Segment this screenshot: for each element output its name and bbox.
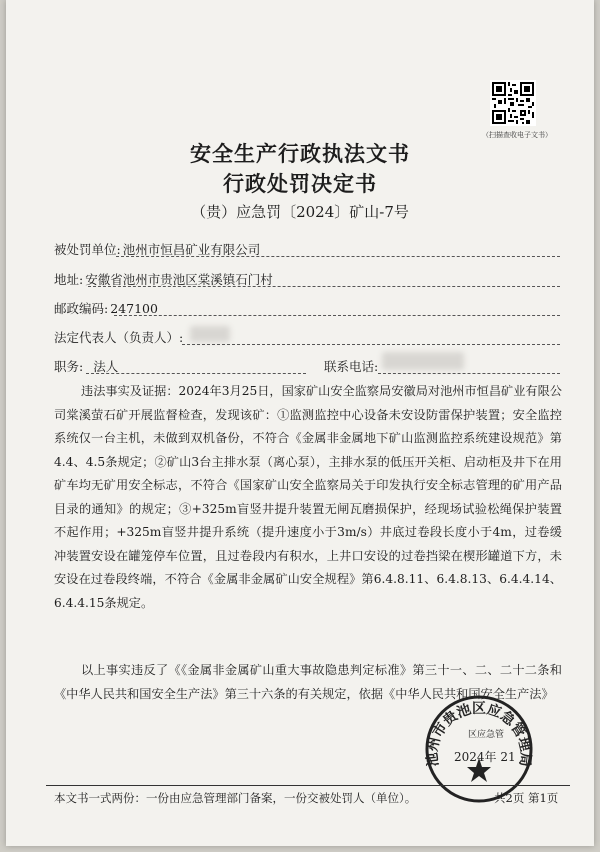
- phone-underline: [378, 373, 560, 374]
- document-number: （贵）应急罚〔2024〕矿山-7号: [191, 203, 409, 221]
- footer-divider: [46, 785, 570, 786]
- postcode-value: 247100: [110, 301, 158, 316]
- postcode-label: 邮政编码:: [54, 301, 109, 316]
- legal-rep-underline: [182, 344, 560, 345]
- footer-note: 本文书一式两份：一份由应急管理部门备案，一份交被处罚人（单位）。: [54, 791, 417, 805]
- seal-ring-text: 池州市贵池区应急管理局: [424, 700, 534, 768]
- party-value: 池州市恒昌矿业有限公司: [122, 242, 261, 257]
- qr-caption: （扫描查收电子文书）: [482, 131, 552, 139]
- redacted-legal-rep: [190, 326, 230, 342]
- position-underline: [86, 373, 306, 374]
- legal-basis-paragraph: 以上事实违反了《《金属非金属矿山重大事故隐患判定标准》第三十一、二、二十二条和《中华人民共和国安全生产法》第三十六条的有关规定，依据《中华人民共和国安全生产法》: [54, 663, 562, 701]
- qr-code-icon: [490, 80, 536, 126]
- document-title: 行政处罚决定书: [223, 171, 377, 196]
- postcode-underline: [114, 315, 560, 316]
- position-label: 职务:: [54, 359, 84, 374]
- document-category-title: 安全生产行政执法文书: [190, 141, 410, 166]
- party-label: 被处罚单位:: [54, 242, 121, 257]
- party-underline: [116, 256, 560, 257]
- phone-field: [324, 357, 378, 375]
- address-underline: [88, 286, 560, 287]
- legal-rep-field: [54, 328, 183, 346]
- violation-facts-paragraph: 违法事实及证据：2024年3月25日，国家矿山安全监察局安徽局对池州市恒昌矿业有限公司棠溪萤石矿开展监督检查，发现该矿：①监测监控中心设备未安设防雷保护装置；安全监控系统仅一台主机，未做到双机备份，不符合《金属非金属地下矿山监测监控系统建设规范》第4.4、4.5条规定；②矿山3台主排水泵（离心泵），主排水泵的低压开关柜、启动柜及井下在用矿车均无矿用安全标志，不符合《国家矿山安全监察局关于印发执行安全标志管理的矿用产品目录的通知》的规定；③+325m盲竖井提升装置无闸瓦磨损保护，经现场试验松绳保护装置不起作用；+325m盲竖井提升系统（提升速度小于3m/s）井底过卷段长度小于4m，过卷缓冲装置安设在罐笼停车位置，且过卷段内有积水，上井口安设的过卷挡梁在楔形罐道下方，未安设在过卷段终端，不符合《金属非金属矿山安全规程》第6.4.8.11、6.4.8.13、6.4.4.14、6.4.4.15条规定。: [54, 384, 562, 610]
- seal-org-text: 区应急管: [468, 730, 505, 740]
- address-label: 地址:: [54, 272, 84, 287]
- redacted-phone: [382, 352, 464, 370]
- position-value: 法人: [93, 359, 119, 374]
- document-page: [6, 0, 594, 846]
- seal-date-text: 2024年 21: [454, 750, 516, 764]
- address-value: 安徽省池州市贵池区棠溪镇石门村: [85, 272, 273, 287]
- page-indicator: 共2页 第1页: [494, 791, 559, 805]
- legal-rep-label: 法定代表人（负责人）:: [54, 330, 184, 345]
- phone-label: 联系电话:: [324, 359, 379, 374]
